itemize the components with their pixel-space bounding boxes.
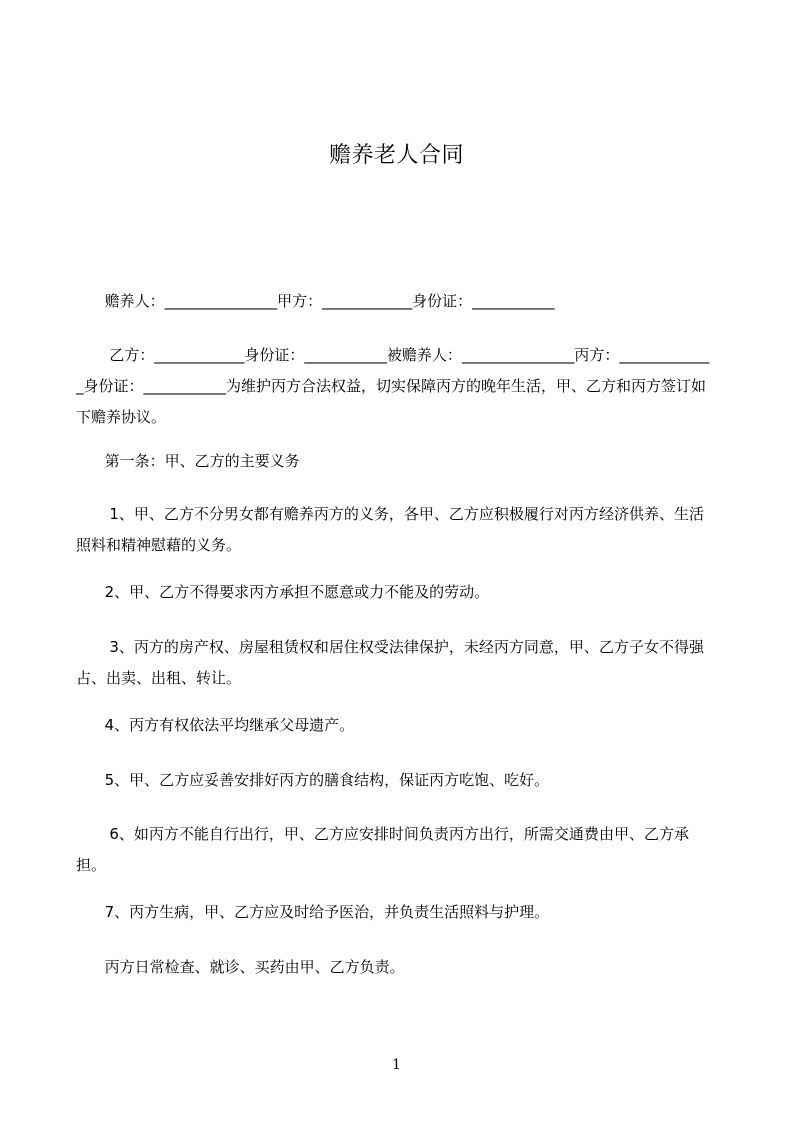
party-info-paragraph: 乙方：____________身份证：___________被赡养人：_______________丙方：_____________身份证：___________为维护丙方合法权益，切实保障丙方的晚年生活，甲、乙方和丙方签订如下赡养协议。 xyxy=(76,346,710,426)
document-title: 赡养老人合同 xyxy=(328,143,464,168)
clause-1: 1、甲、乙方不分男女都有赡养丙方的义务，各甲、乙方应积极履行对丙方经济供养、生活照料和精神慰藉的义务。 xyxy=(76,505,704,554)
clause-7-note: 丙方日常检查、就诊、买药由甲、乙方负责。 xyxy=(76,958,405,976)
party-info-line: 赡养人：_______________甲方：____________身份证：___________ xyxy=(76,292,555,310)
clause-5: 5、甲、乙方应妥善安排好丙方的膳食结构，保证丙方吃饱、吃好。 xyxy=(76,771,550,789)
clause-7: 7、丙方生病，甲、乙方应及时给予医治，并负责生活照料与护理。 xyxy=(76,903,550,921)
page-number: 1 xyxy=(392,1057,401,1073)
clause-3: 3、丙方的房产权、房屋租赁权和居住权受法律保护，未经丙方同意，甲、乙方子女不得强占、出卖、出租、转让。 xyxy=(76,638,704,687)
clause-2: 2、甲、乙方不得要求丙方承担不愿意或力不能及的劳动。 xyxy=(76,583,490,601)
clause-4: 4、丙方有权依法平均继承父母遗产。 xyxy=(76,716,355,734)
article-heading: 第一条：甲、乙方的主要义务 xyxy=(76,452,300,470)
clause-6: 6、如丙方不能自行出行，甲、乙方应安排时间负责丙方出行，所需交通费由甲、乙方承担。 xyxy=(76,825,689,874)
